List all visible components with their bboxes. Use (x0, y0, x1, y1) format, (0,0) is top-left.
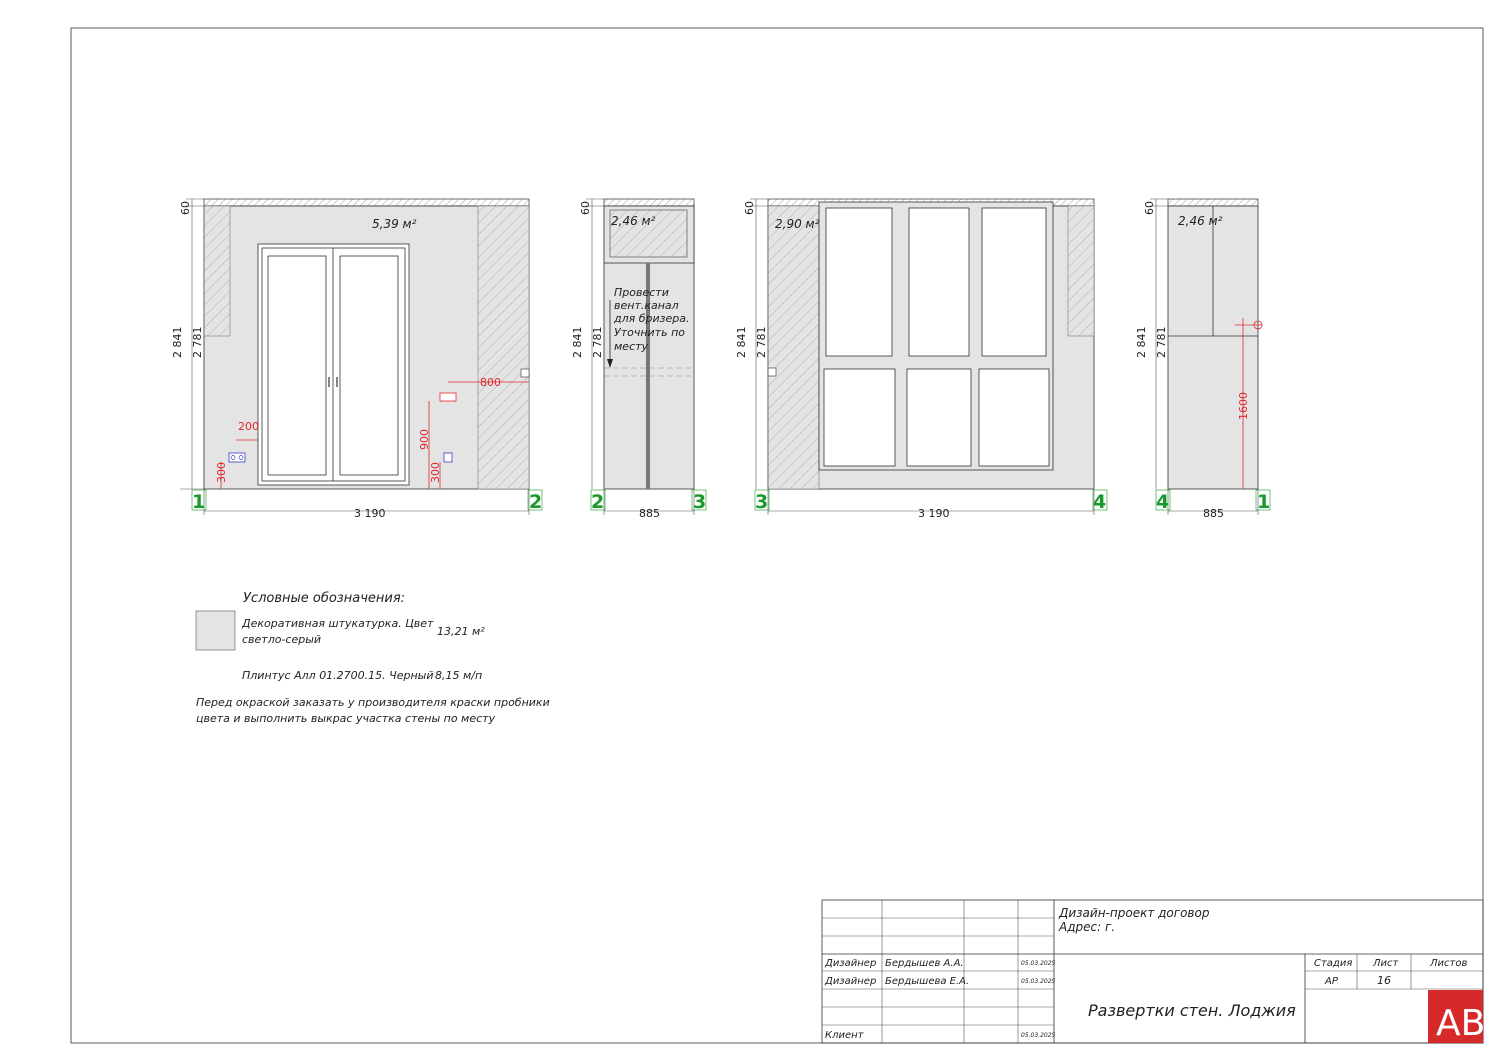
mark-300-left: 300 (215, 462, 228, 483)
svg-text:Перед окраской заказать у прои: Перед окраской заказать у производителя краски пробники (196, 696, 550, 709)
wall2-area: 2,46 м² (611, 214, 656, 228)
mark-300-right: 300 (429, 462, 442, 483)
wall-elevation-1 (204, 199, 529, 489)
wall2-height-clear: 2 781 (591, 326, 604, 358)
wall-elevation-3 (768, 199, 1094, 489)
svg-text:05.03.2025: 05.03.2025 (1021, 1032, 1056, 1039)
svg-text:05.03.2025: 05.03.2025 (1021, 960, 1056, 967)
wall2-height-total: 2 841 (571, 326, 584, 358)
wall-elevation-4 (1168, 199, 1262, 489)
wall1-top-dim: 60 (179, 201, 192, 215)
svg-text:Бердышева Е.А.: Бердышева Е.А. (885, 976, 970, 987)
svg-text:13,21 м²: 13,21 м² (437, 625, 485, 638)
svg-text:Клиент: Клиент (825, 1030, 864, 1041)
wall4-height-clear: 2 781 (1155, 326, 1168, 358)
mark-1600: 1600 (1237, 392, 1250, 420)
wall3-top-dim: 60 (743, 201, 756, 215)
svg-text:Листов: Листов (1430, 958, 1468, 969)
svg-text:светло-серый: светло-серый (242, 633, 322, 646)
wall1-height-clear: 2 781 (191, 326, 204, 358)
wall3-height-clear: 2 781 (755, 326, 768, 358)
wall4-width: 885 (1203, 507, 1224, 520)
svg-text:16: 16 (1377, 974, 1391, 987)
svg-text:Декоративная штукатурка. Цвет: Декоративная штукатурка. Цвет (242, 617, 434, 630)
wall3-area: 2,90 м² (775, 217, 820, 231)
svg-text:месту: месту (614, 340, 649, 353)
stamp-address: Адрес: г. (1059, 920, 1116, 934)
wall4-height-total: 2 841 (1135, 326, 1148, 358)
wall1-height-total: 2 841 (171, 326, 184, 358)
axis-1-left: 1 (192, 491, 206, 513)
svg-text:8,15 м/п: 8,15 м/п (435, 669, 483, 682)
mark-200: 200 (238, 420, 259, 433)
wall1-area: 5,39 м² (372, 217, 417, 231)
axis-3-right: 3 (693, 491, 707, 513)
wall2-width: 885 (639, 507, 660, 520)
legend-title: Условные обозначения: (243, 591, 406, 606)
axis-4-left: 4 (1156, 491, 1170, 513)
axis-2-right: 2 (529, 491, 543, 513)
mark-900: 900 (418, 429, 431, 450)
svg-text:Лист: Лист (1373, 958, 1399, 969)
axis-1-right: 1 (1257, 491, 1271, 513)
svg-text:для бризера.: для бризера. (614, 312, 690, 325)
svg-text:Бердышев А.А.: Бердышев А.А. (885, 958, 964, 969)
wall3-width: 3 190 (918, 507, 950, 520)
wall3-height-total: 2 841 (735, 326, 748, 358)
svg-text:вент.канал: вент.канал (614, 299, 679, 312)
svg-text:АВ: АВ (1436, 1003, 1486, 1044)
svg-text:цвета и выполнить выкрас участ: цвета и выполнить выкрас участка стены по месту (196, 712, 496, 725)
wall4-top-dim: 60 (1143, 201, 1156, 215)
svg-text:АР: АР (1325, 976, 1338, 987)
svg-text:Дизайнер: Дизайнер (825, 976, 877, 987)
wall2-top-dim: 60 (579, 201, 592, 215)
svg-text:05.03.2025: 05.03.2025 (1021, 978, 1056, 985)
legend-swatch (196, 611, 235, 650)
legend (196, 591, 550, 725)
mark-800: 800 (480, 376, 501, 389)
stamp-project: Дизайн-проект договор (1059, 906, 1210, 920)
logo (1428, 990, 1485, 1044)
wall1-width: 3 190 (354, 507, 386, 520)
svg-text:Плинтус Алл 01.2700.15. Черный: Плинтус Алл 01.2700.15. Черный (242, 669, 434, 682)
stamp-title: Развертки стен. Лоджия (1088, 1001, 1296, 1020)
wall4-area: 2,46 м² (1178, 214, 1223, 228)
title-block (822, 900, 1485, 1044)
svg-text:Дизайнер: Дизайнер (825, 958, 877, 969)
svg-text:Уточнить по: Уточнить по (614, 326, 685, 339)
svg-text:Стадия: Стадия (1314, 958, 1353, 969)
sheet-frame (71, 28, 1486, 1044)
svg-text:Провести: Провести (614, 286, 669, 299)
axis-3-left: 3 (755, 491, 769, 513)
axis-4-right: 4 (1093, 491, 1107, 513)
axis-2-left: 2 (591, 491, 605, 513)
